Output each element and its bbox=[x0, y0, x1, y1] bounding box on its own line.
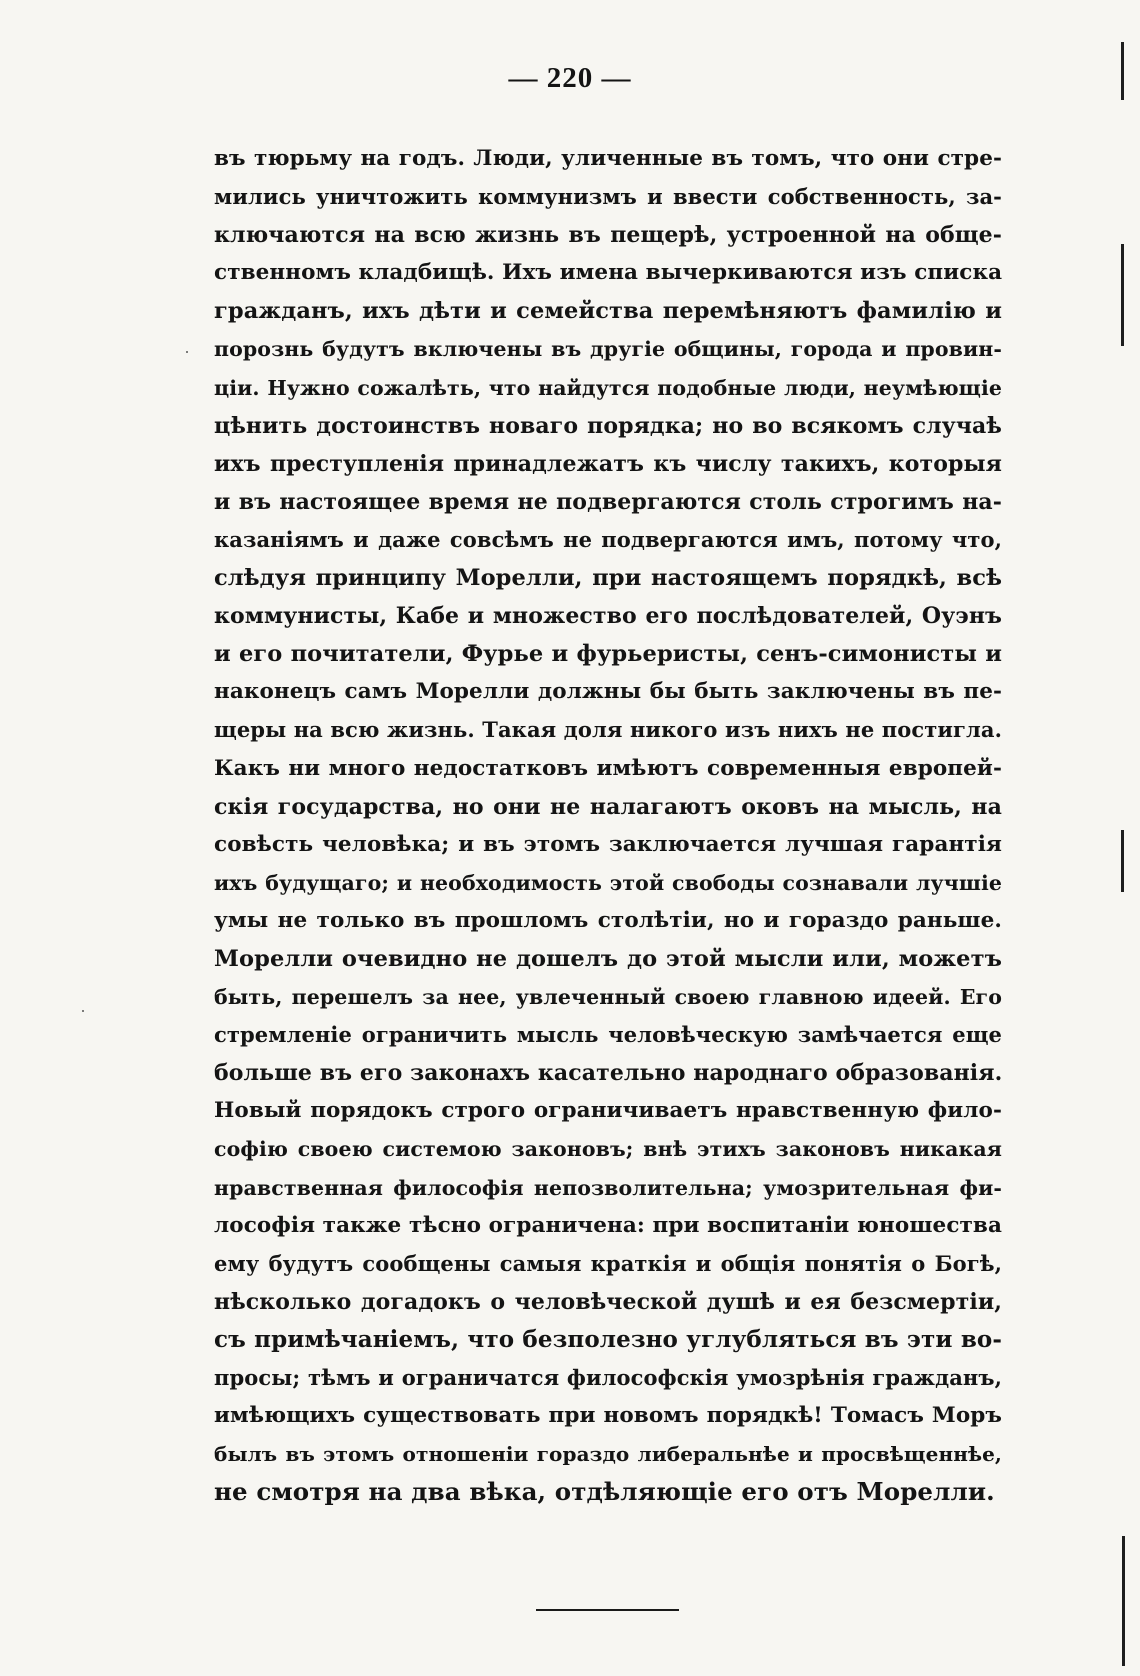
text-line: лософія также тѣсно ограничена: при воспитаніи юношества bbox=[214, 1212, 1002, 1238]
text-line: въ тюрьму на годъ. Люди, уличенные въ томъ, что они стре- bbox=[214, 146, 1002, 171]
text-line: ихъ будущаго; и необходимость этой свободы сознавали лучшіе bbox=[214, 870, 1002, 895]
text-line: ственномъ кладбищѣ. Ихъ имена вычеркиваются изъ списка bbox=[214, 260, 1003, 286]
text-line: щеры на всю жизнь. Такая доля никого изъ нихъ не постигла. bbox=[214, 717, 1002, 743]
text-line: ихъ преступленія принадлежатъ къ числу такихъ, которыя bbox=[214, 450, 1002, 477]
text-line: стремленіе ограничить мысль человѣческую замѣчается еще bbox=[214, 1022, 1002, 1048]
text-line: скія государства, но они не налагаютъ оковъ на мысль, на bbox=[214, 793, 1002, 820]
text-line: имѣющихъ существовать при новомъ порядкѣ! Томасъ Моръ bbox=[214, 1403, 1002, 1429]
text-line: и его почитатели, Фурье и фурьеристы, сенъ-симонисты и bbox=[214, 641, 1002, 668]
section-rule bbox=[536, 1609, 679, 1611]
text-line: софію своею системою законовъ; внѣ этихъ законовъ никакая bbox=[214, 1137, 1002, 1162]
text-line: цѣнить достоинствъ новаго порядка; но во всякомъ случаѣ bbox=[214, 412, 1002, 439]
text-line: гражданъ, ихъ дѣти и семейства перемѣняютъ фамилію и bbox=[214, 298, 1002, 325]
text-line: слѣдуя принципу Морелли, при настоящемъ порядкѣ, всѣ bbox=[214, 565, 1002, 592]
text-line: Какъ ни много недостатковъ имѣютъ современныя европей- bbox=[214, 755, 1002, 781]
text-line: коммунисты, Кабе и множество его послѣдователей, Оуэнъ bbox=[214, 603, 1002, 630]
scan-speck bbox=[82, 1010, 84, 1012]
text-line: умы не только въ прошломъ столѣтіи, но и гораздо раньше. bbox=[214, 907, 1002, 933]
text-line: казаніямъ и даже совсѣмъ не подвергаются имъ, потому что, bbox=[214, 526, 1002, 552]
scan-speck bbox=[186, 351, 188, 353]
text-line: съ примѣчаніемъ, что безполезно углубляться въ эти во- bbox=[214, 1325, 1002, 1353]
text-line: нравственная философія непозволительна; умозрительная фи- bbox=[214, 1175, 1002, 1200]
text-line: больше въ его законахъ касательно народнаго образованія. bbox=[214, 1060, 1003, 1087]
text-line: порознь будутъ включены въ другіе общины, города и провин- bbox=[214, 337, 1002, 362]
scan-edge-mark bbox=[1121, 830, 1124, 892]
scan-edge-mark bbox=[1121, 244, 1124, 346]
scan-edge-mark bbox=[1121, 42, 1124, 100]
text-line: нѣсколько догадокъ о человѣческой душѣ и ея безсмертіи, bbox=[214, 1288, 1002, 1315]
text-line: былъ въ этомъ отношеніи гораздо либеральнѣе и просвѣщеннѣе, bbox=[214, 1442, 1002, 1467]
text-line: совѣсть человѣка; и въ этомъ заключается лучшая гарантія bbox=[214, 831, 1002, 857]
text-line: мились уничтожить коммунизмъ и ввести собственность, за- bbox=[214, 184, 1002, 210]
text-line: и въ настоящее время не подвергаются столь строгимъ на- bbox=[214, 488, 1002, 515]
text-line: ему будутъ сообщены самыя краткія и общія понятія о Богѣ, bbox=[214, 1250, 1002, 1276]
scan-edge-mark bbox=[1122, 1536, 1125, 1666]
text-line: наконецъ самъ Морелли должны бы быть заключены въ пе- bbox=[214, 679, 1002, 705]
text-line: ключаются на всю жизнь въ пещерѣ, устроенной на обще- bbox=[214, 222, 1002, 249]
text-line: быть, перешелъ за нее, увлеченный своею главною идеей. Его bbox=[214, 985, 1002, 1010]
text-line: Морелли очевидно не дошелъ до этой мысли или, можетъ bbox=[214, 945, 1002, 972]
text-line: не смотря на два вѣка, отдѣляющіе его отъ Морелли. bbox=[214, 1477, 995, 1507]
text-line: просы; тѣмъ и ограничатся философскія умозрѣнія гражданъ, bbox=[214, 1365, 1002, 1390]
text-line: Новый порядокъ строго ограничиваетъ нравственную фило- bbox=[214, 1098, 1002, 1124]
page-number: — 220 — bbox=[508, 62, 632, 94]
text-line: ціи. Нужно сожалѣть, что найдутся подобные люди, неумѣющіе bbox=[214, 375, 1002, 400]
body-text bbox=[214, 140, 1002, 1511]
